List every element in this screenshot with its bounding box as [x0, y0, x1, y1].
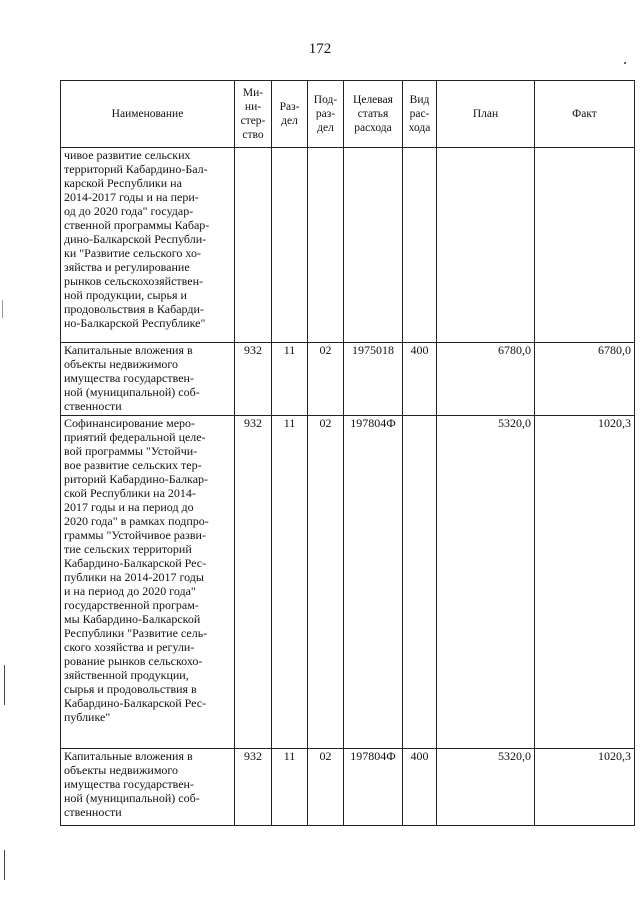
row-subsection: 02	[308, 749, 344, 826]
row-plan: 5320,0	[437, 416, 535, 749]
row-plan	[437, 148, 535, 343]
row-fact: 1020,3	[535, 416, 635, 749]
row-subsection	[308, 148, 344, 343]
row-type: 400	[403, 749, 437, 826]
page-number: 172	[308, 41, 332, 57]
row-plan: 6780,0	[437, 343, 535, 416]
row-target: 197804Ф	[344, 416, 403, 749]
header-target-article: Целевая статья расхода	[344, 81, 403, 148]
header-fact: Факт	[535, 81, 635, 148]
row-target: 197804Ф	[344, 749, 403, 826]
row-name: Капитальные вложения в объекты недвижимого имущества государствен- ной (муниципальной) соб- ственности	[61, 749, 235, 826]
row-ministry: 932	[235, 749, 272, 826]
scan-dot	[624, 62, 626, 64]
header-row	[61, 81, 635, 148]
row-fact: 6780,0	[535, 343, 635, 416]
row-target	[344, 148, 403, 343]
row-name: чивое развитие сельских территорий Кабардино-Бал- карской Республики на 2014-2017 годы и на пери- од до 2020 года" государ- ственной программы Кабар- дино-Балкарской Республи- ки "Развитие сельского хо- зяйства и регулирование рынков сельскохозяйствен- ной продукции, сырья и продовольствия в Кабарди- но-Балкарской Республике"	[61, 148, 235, 343]
header-section: Раз- дел	[272, 81, 308, 148]
row-ministry: 932	[235, 343, 272, 416]
row-section	[272, 148, 308, 343]
header-name: Наименование	[61, 81, 235, 148]
header-ministry: Ми- ни- стер- ство	[235, 81, 272, 148]
row-name: Капитальные вложения в объекты недвижимого имущества государствен- ной (муниципальной) соб- ственности	[61, 343, 235, 416]
row-ministry: 932	[235, 416, 272, 749]
row-section: 11	[272, 749, 308, 826]
row-type	[403, 416, 437, 749]
budget-table	[60, 80, 635, 826]
table-row	[61, 749, 635, 826]
row-name: Софинансирование меро- приятий федеральной целе- вой программы "Устойчи- вое развитие сельских тер- риторий Кабардино-Балкар- ской Республики на 2014- 2017 годы и на период до 2020 года" в рамках подпро- граммы "Устойчивое разви- тие сельских территорий Кабардино-Балкарской Рес- публики на 2014-2017 годы и на период до 2020 года" государственной програм- мы Кабардино-Балкарской Республики "Развитие сель- ского хозяйства и регули- рование рынков сельскохо- зяйственной продукции, сырья и продовольствия в Кабардино-Балкарской Рес- публике"	[61, 416, 235, 749]
scan-mark	[2, 300, 3, 318]
header-subsection: Под- раз- дел	[308, 81, 344, 148]
row-fact: 1020,3	[535, 749, 635, 826]
row-type: 400	[403, 343, 437, 416]
row-fact	[535, 148, 635, 343]
table-row	[61, 416, 635, 749]
scan-mark	[4, 850, 5, 880]
row-type	[403, 148, 437, 343]
row-plan: 5320,0	[437, 749, 535, 826]
row-section: 11	[272, 343, 308, 416]
row-target: 1975018	[344, 343, 403, 416]
row-subsection: 02	[308, 343, 344, 416]
header-expense-type: Вид рас- хода	[403, 81, 437, 148]
table-row	[61, 148, 635, 343]
scan-mark	[4, 665, 5, 705]
header-plan: План	[437, 81, 535, 148]
row-subsection: 02	[308, 416, 344, 749]
row-ministry	[235, 148, 272, 343]
table-row	[61, 343, 635, 416]
row-section: 11	[272, 416, 308, 749]
